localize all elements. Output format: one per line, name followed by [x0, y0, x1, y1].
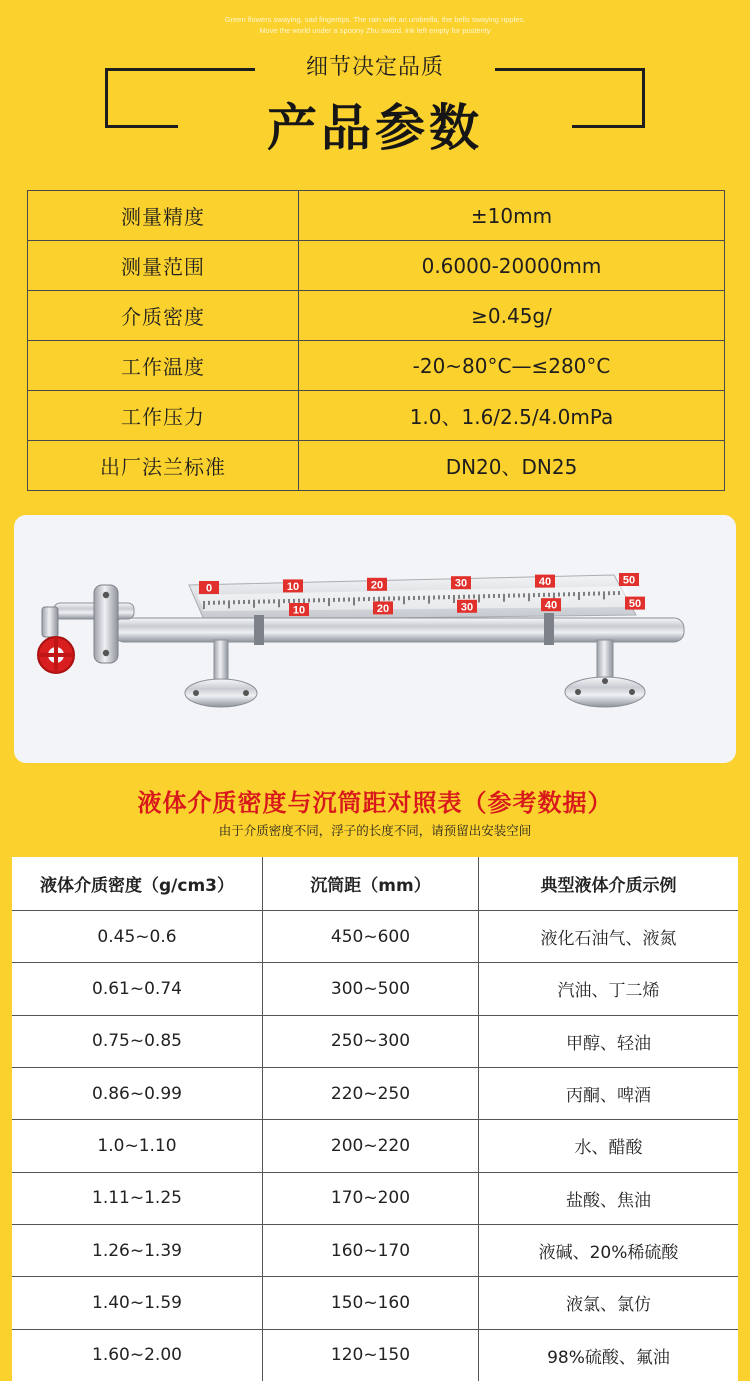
pipe-clamp [544, 613, 554, 645]
magnetic-level-gauge-illustration [14, 515, 736, 763]
scale-label: 30 [460, 601, 474, 614]
spec-value: 1.0、1.6/2.5/4.0mPa [299, 391, 725, 441]
scale-label: 30 [454, 577, 468, 590]
table-row [12, 911, 738, 963]
example-cell: 液化石油气、液氮 [479, 911, 739, 963]
example-cell: 液氯、氯仿 [479, 1277, 739, 1329]
example-cell: 液碱、20%稀硫酸 [479, 1224, 739, 1276]
table-row [12, 1277, 738, 1329]
scale-label: 10 [292, 604, 306, 617]
valve-wheel-icon [38, 637, 74, 673]
section-subtitle: 细节决定品质 [305, 55, 444, 80]
table-row [12, 1224, 738, 1276]
spec-row [28, 191, 725, 241]
tagline-line-1: Green flowers swaying, sad fingertips. The rain with an umbrella, the bells swaying ripples. [224, 15, 526, 24]
density-cell: 0.86~0.99 [12, 1067, 263, 1119]
density-cell: 1.26~1.39 [12, 1224, 263, 1276]
spec-label: 测量精度 [28, 191, 299, 241]
scale-panel [189, 573, 645, 620]
spec-row [28, 341, 725, 391]
distance-cell: 250~300 [263, 1015, 479, 1067]
density-cell: 1.40~1.59 [12, 1277, 263, 1329]
spec-value: ≥0.45g/ [299, 291, 725, 341]
distance-cell: 450~600 [263, 911, 479, 963]
column-header-density: 液体介质密度（g/cm3） [12, 857, 263, 911]
distance-cell: 300~500 [263, 963, 479, 1015]
reference-subtitle: 由于介质密度不同，浮子的长度不同，请预留出安装空间 [218, 823, 532, 838]
scale-label: 50 [628, 598, 642, 611]
scale-label: 50 [622, 574, 636, 587]
table-row [12, 1015, 738, 1067]
example-cell: 98%硫酸、氟油 [547, 1347, 670, 1368]
table-row [12, 1067, 738, 1119]
spec-label: 测量范围 [28, 241, 299, 291]
density-cell: 0.75~0.85 [12, 1015, 263, 1067]
spec-row [28, 391, 725, 441]
table-row [12, 1172, 738, 1224]
english-tagline [0, 14, 750, 36]
spec-row [28, 241, 725, 291]
scale-label: 40 [538, 576, 552, 589]
distance-cell: 120~150 [263, 1329, 479, 1381]
reference-table [12, 857, 738, 1381]
reference-title: 液体介质密度与沉筒距对照表（参考数据） [137, 789, 613, 817]
example-cell: 汽油、丁二烯 [479, 963, 739, 1015]
section-title: 产品参数 [267, 99, 483, 157]
spec-value: ±10mm [299, 191, 725, 241]
scale-label: 20 [376, 602, 390, 615]
density-cell: 0.61~0.74 [12, 963, 263, 1015]
density-cell: 0.45~0.6 [12, 911, 263, 963]
spec-row [28, 441, 725, 491]
spec-value: DN20、DN25 [299, 441, 725, 491]
product-photo [14, 515, 736, 763]
pipe-clamp [254, 615, 264, 645]
left-support-flange [185, 640, 257, 707]
density-cell: 1.0~1.10 [12, 1120, 263, 1172]
tagline-line-2: Move the world under a spoony Zhu sword, ink left empty for posterity [259, 26, 491, 35]
scale-label: 40 [544, 599, 558, 612]
valve-body [42, 607, 58, 637]
column-header-distance: 沉筒距（mm） [263, 857, 479, 911]
spec-table [27, 190, 725, 491]
table-row [12, 1329, 738, 1381]
table-header-row [12, 857, 738, 911]
spec-value: 0.6000-20000mm [299, 241, 725, 291]
scale-label: 0 [205, 582, 213, 595]
spec-row [28, 291, 725, 341]
spec-label: 工作压力 [28, 391, 299, 441]
table-row [12, 963, 738, 1015]
distance-cell: 160~170 [263, 1224, 479, 1276]
spec-label: 出厂法兰标准 [28, 441, 299, 491]
spec-label: 介质密度 [28, 291, 299, 341]
scale-label: 20 [370, 579, 384, 592]
main-pipe [114, 618, 684, 642]
spec-value: -20~80°C—≤280°C [299, 341, 725, 391]
distance-cell: 150~160 [263, 1277, 479, 1329]
density-cell: 1.11~1.25 [12, 1172, 263, 1224]
right-support-flange [565, 640, 645, 707]
spec-label: 工作温度 [28, 341, 299, 391]
distance-cell: 200~220 [263, 1120, 479, 1172]
density-cell: 1.60~2.00 [12, 1329, 263, 1381]
distance-cell: 170~200 [263, 1172, 479, 1224]
scale-label: 10 [286, 580, 300, 593]
table-row [12, 1120, 738, 1172]
column-header-examples: 典型液体介质示例 [479, 857, 739, 911]
distance-cell: 220~250 [263, 1067, 479, 1119]
example-cell: 丙酮、啤酒 [479, 1067, 739, 1119]
example-cell: 甲醇、轻油 [479, 1015, 739, 1067]
example-cell: 盐酸、焦油 [479, 1172, 739, 1224]
example-cell: 水、醋酸 [479, 1120, 739, 1172]
